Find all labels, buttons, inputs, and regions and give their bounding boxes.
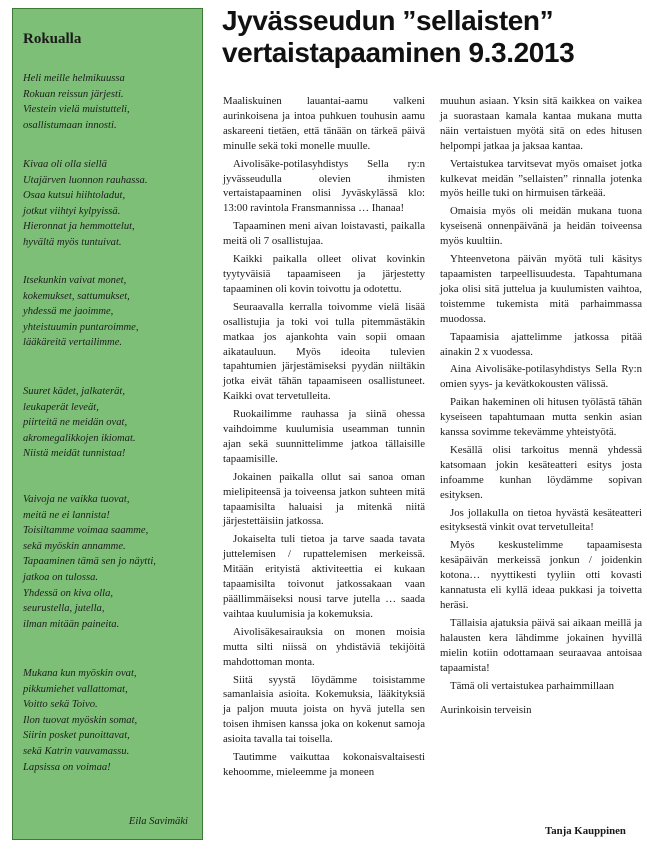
article-paragraph: Omaisia myös oli meidän mukana tuona kyseisenä onnenpäivänä ja heidän toiveensa myös kuultiin. [440, 205, 642, 248]
article-paragraph: Kaikki paikalla olleet olivat kovinkin tyytyväisiä tapaamiseen ja järjestetty tapaaminen oli kovin toivottu ja odotettu. [223, 253, 425, 295]
article-paragraph: Myös keskustelimme tapaamisesta kesäpäivän merkeissä jonkun / joidenkin kotona… nyyttikesti tyyliin otti kovasti kannatusta eli kyllä ideaa pukkasi ja toivetta heräsi. [440, 539, 642, 611]
poem-stanza: Suuret kädet, jalkaterät, leukaperät leveät, piirteitä ne meidän ovat, akromegalikkojen ikiomat. Niistä meidät tunnistaa! [23, 386, 136, 460]
poem-stanza: Mukana kun myöskin ovat, pikkumiehet vallattomat, Voitto sekä Toivo. Ilon tuovat myöskin somat, Siirin posket punoittavat, sekä Katrin vauvamassu. Lapsissa on voimaa! [23, 668, 138, 773]
poem-stanza: Itsekunkin vaivat monet, kokemukset, sattumukset, yhdessä me jaoimme, yhteistuumin puntaroimme, lääkäreitä vertailimme. [23, 275, 139, 349]
article-paragraph: Vertaistukea tarvitsevat myös omaiset jotka kulkevat meidän ”sellaisten” rinnalla jotenka myös heille tuki on hirmuisen tärkeää. [440, 157, 642, 200]
article-paragraph: Tautimme vaikuttaa kokonaisvaltaisesti kehoomme, mieleemme ja moneen [223, 751, 425, 778]
article-paragraph: Aina Aivolisäke-potilasyhdistys Sella Ry:n omien syys- ja kevätkokousten välissä. [440, 363, 642, 391]
article-paragraph: Kesällä olisi tarkoitus mennä yhdessä katsomaan jokin kesäteatteri esitys josta infoamme kunhan löydämme sopivan esityksen. [440, 443, 642, 501]
poem-sidebar [12, 8, 203, 840]
article-paragraph: Tapaaminen meni aivan loistavasti, paikalla meitä oli 7 osallistujaa. [223, 220, 425, 248]
article-paragraph: Jokaiselta tuli tietoa ja tarve saada tavata juttelemisen / rupattelemisen merkeissä. Mitään erityistä aktiviteettia ei kukaan tapaamisilta toivonut jatkossakaan vaan päällimmäiseksi nousi tarve jutella … saada vaihtaa kuulumisia ja kokemuksia. [223, 533, 425, 620]
poem-stanza: Kivaa oli olla siellä Utajärven luonnon rauhassa. Osaa kutsui hiihtoladut, jotkut viihtyi kylpyissä. Hieronnat ja hemmottelut, hyvältä myös tuntuivat. [23, 159, 148, 248]
headline-line-2: vertaistapaaminen 9.3.2013 [222, 37, 575, 68]
poem-title: Rokualla [23, 31, 82, 47]
article-paragraph: Ruokailimme rauhassa ja siinä ohessa vaihdoimme kuulumisia useamman tunnin ajan sekä suunnittelimme jatkoa tällaisille tapaamisille. [223, 408, 425, 465]
article-column-1 [223, 94, 425, 783]
article-closing: Aurinkoisin terveisin [440, 704, 532, 717]
article-paragraph: Paikan hakeminen oli hitusen työlästä tähän kyseiseen tapahtumaan mutta senkin asian kanssa sovimme tekevämme yhteistyötä. [440, 396, 642, 439]
poem-stanza: Vaivoja ne vaikka tuovat, meitä ne ei lannista! Toisiltamme voimaa saamme, sekä myöskin annamme. Tapaaminen tämä sen jo näytti, jatkoa on tulossa. Yhdessä on kiva olla, seurustella, jutella, ilman mitään paineita. [23, 494, 156, 630]
poem-author: Eila Savimäki [128, 816, 188, 827]
headline-line-1: Jyvässeudun ”sellaisten” [222, 5, 554, 36]
article-paragraph: Jokainen paikalla ollut sai sanoa oman mielipiteensä ja toiveensa jatkon suhteen mitä tapaamisilta haluaisi ja mitenkä niitä järjestettäisiin jatkossa. [223, 470, 425, 528]
article-paragraph: Yhteenvetona päivän myötä tuli käsitys tapaamisten tarpeellisuudesta. Tapahtumana joka olisi sitä juttelua ja kuulumisten vaihtoa, toistemme tukemista mitä parhaimmassa muodossa. [440, 253, 642, 325]
article-signature: Tanja Kauppinen [545, 825, 626, 837]
article-column-2 [440, 94, 642, 721]
article-paragraph: Seuraavalla kerralla toivomme vielä lisää osallistujia ja toki voi tulla pitemmästäkin matkaa jos ajankohta vain sopii omaan aikatauluun. Myös ideoita tulevien tapahtumien järjestämiseksi pyydän niiltäkin jotka eivät tähän tapaamiseen osallistuneet. Kaikki ovat tervetulleita. [223, 300, 425, 403]
article-paragraph: Tapaamisia ajattelimme jatkossa pitää ainakin 2 x vuodessa. [440, 330, 642, 358]
poem-stanza: Heli meille helmikuussa Rokuan reissun järjesti. Viestein vielä muistutteli, osallistumaan innosti. [23, 73, 130, 131]
article-paragraph: Siitä syystä löydämme toisistamme samanlaisia asioita. Kokemuksia, lääkityksiä ja paljon muuta joista on hyvä jutella sen toisen ihmisen kanssa joka on kokenut samoja asioita tavalla tai toisella. [223, 673, 425, 746]
article-paragraph: Jos jollakulla on tietoa hyvästä kesäteatteri esityksestä vinkit ovat tervetulleita! [440, 506, 642, 534]
article-paragraph: Tällaisia ajatuksia päivä sai aikaan meillä ja halausten kera lähdimme jokainen hyvillä mielin kotiin odottamaan seuraavaa antoisaa tapaamista! [440, 616, 642, 674]
article-paragraph: Aivolisäkesairauksia on monen moisia mutta silti niissä on yhdistäviä tekijöitä mahdottoman monta. [223, 625, 425, 668]
article-paragraph: Tämä oli vertaistukea parhaimmillaan [450, 679, 614, 692]
article-headline [222, 5, 642, 69]
article-paragraph: muuhun asiaan. Yksin sitä kaikkea on vaikea ja suorastaan kamala kantaa mukana mutta näin vertaistuen myötä sitä on edes hitusen helpompi jatkaa ja jaksaa kantaa. [440, 95, 642, 152]
article-paragraph: Aivolisäke-potilasyhdistys Sella ry:n jyvässeudulla olevien ihmisten vertaistapaaminen olisi Jyväskylässä klo: 13:00 ravintola Fransmannissa … Ihanaa! [223, 157, 425, 215]
article-paragraph: Maaliskuinen lauantai-aamu valkeni aurinkoisena ja intoa puhkuen touhusin aamu askareeni tietäen, että tänään on tärkeä päivä minulle sekä toki monelle muulle. [223, 95, 425, 152]
